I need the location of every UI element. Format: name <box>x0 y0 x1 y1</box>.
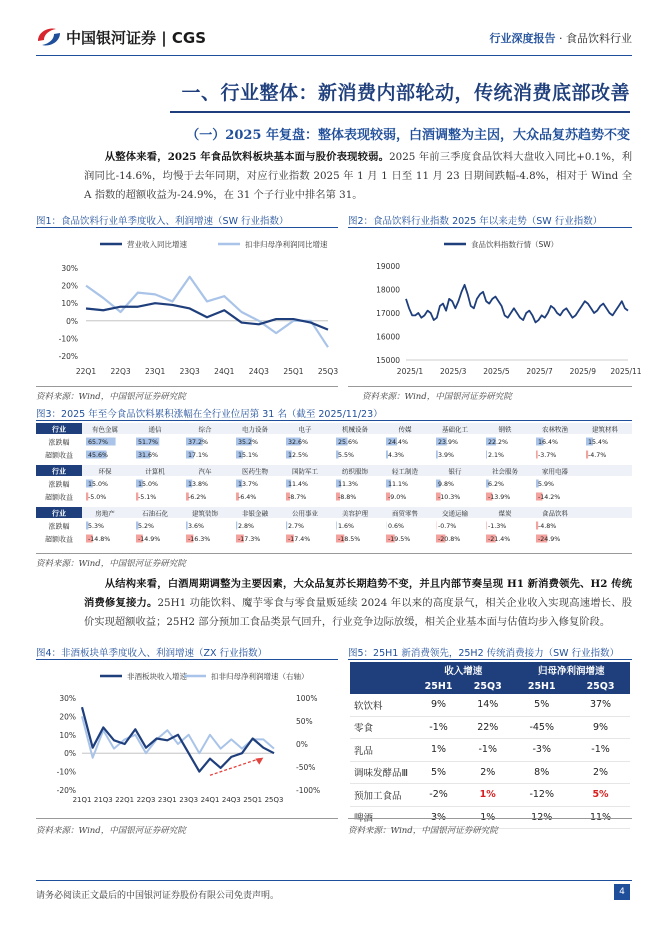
industry-name: 煤炭 <box>498 509 512 518</box>
industry-name: 环保 <box>98 467 112 476</box>
table-cell: -1% <box>571 739 630 762</box>
industry-name: 食品饮料 <box>542 509 568 518</box>
table-cell: 1% <box>463 784 512 807</box>
x-tick-label: 25Q3 <box>264 796 284 804</box>
x-tick-label: 22Q1 <box>75 367 97 376</box>
y2-tick-label: 0% <box>296 740 308 749</box>
x-tick-label: 2025/7 <box>526 367 553 376</box>
figure1-title: 图1：食品饮料行业单季度收入、利润增速（SW 行业指数） <box>36 216 289 227</box>
y-tick-label: -20% <box>56 786 76 795</box>
y-tick-label: 30% <box>59 694 76 703</box>
value-label: 3.9% <box>438 452 454 459</box>
x-tick-label: 22Q3 <box>110 367 131 376</box>
table-row-label: 调味发酵品Ⅲ <box>350 761 414 784</box>
value-bar-positive <box>336 522 337 530</box>
value-label: 16.4% <box>538 439 559 446</box>
figure2-source: 资料来源：Wind，中国银河证券研究院 <box>362 392 512 402</box>
table-cell: -1% <box>414 716 463 739</box>
y-tick-label: 10% <box>59 730 76 740</box>
value-label: 12.5% <box>288 452 309 459</box>
table-sub-header: 25H1 <box>414 678 463 694</box>
row-label: 行业 <box>52 467 66 476</box>
row-label: 超额收益 <box>45 535 73 544</box>
industry-name: 非银金融 <box>242 509 268 518</box>
value-label: 5.5% <box>338 452 354 459</box>
industry-name: 综合 <box>198 425 212 434</box>
value-label: 24.4% <box>388 439 409 446</box>
industry-name: 电力设备 <box>242 425 268 434</box>
industry-name: 基础化工 <box>442 425 468 434</box>
figure5-source: 资料来源：Wind，中国银河证券研究院 <box>348 826 498 836</box>
paragraph-structure <box>84 575 632 632</box>
figure3-industry-table <box>36 421 632 551</box>
header-separator: · <box>559 32 563 45</box>
figure4-source: 资料来源：Wind，中国银河证券研究院 <box>36 826 186 836</box>
x-tick-label: 24Q1 <box>200 796 220 804</box>
value-label: 3.6% <box>188 523 204 530</box>
industry-name: 建筑装饰 <box>192 509 218 518</box>
x-tick-label: 23Q3 <box>179 796 199 804</box>
value-label: -24.9% <box>538 536 561 543</box>
industry-name: 传媒 <box>398 425 412 434</box>
value-label: -17.3% <box>238 536 261 543</box>
x-tick-label: 24Q1 <box>214 367 235 376</box>
value-label: -4.7% <box>588 452 607 459</box>
section-title: 一、行业整体：新消费内部轮动，传统消费底部改善 <box>181 82 630 104</box>
industry-name: 机械设备 <box>342 425 368 434</box>
row-label: 涨跌幅 <box>48 480 70 489</box>
legend-profit-label: 扣非归母净利润同比增速 <box>245 240 328 249</box>
table-corner-cell <box>350 662 414 694</box>
value-label: -8.8% <box>338 494 357 501</box>
industry-name: 钢铁 <box>498 425 512 434</box>
x-tick-label: 23Q1 <box>145 367 166 376</box>
figure4-line-chart <box>36 662 338 814</box>
page-header <box>0 0 662 58</box>
x-tick-label: 23Q3 <box>179 367 200 376</box>
value-label: 65.7% <box>88 439 109 446</box>
value-label: -0.7% <box>438 523 457 530</box>
x-tick-label: 21Q1 <box>72 796 92 804</box>
value-label: 5.9% <box>538 481 554 488</box>
figure5-growth-table <box>350 662 630 829</box>
y-tick-label: 17000 <box>376 309 400 318</box>
report-industry: 食品饮料行业 <box>566 32 632 45</box>
value-label: -1.3% <box>488 523 507 530</box>
table-cell: 9% <box>414 694 463 716</box>
value-label: -5.1% <box>138 494 157 501</box>
table-group-header: 收入增速 <box>414 662 512 678</box>
legend-revenue-label: 营业收入同比增速 <box>127 240 187 249</box>
value-label: -6.2% <box>188 494 207 501</box>
table-sub-header: 25Q3 <box>571 678 630 694</box>
cgs-logo-icon <box>36 26 62 48</box>
legend-revenue-label: 非酒板块收入增速 <box>127 672 187 681</box>
y-tick-label: 20% <box>59 712 76 722</box>
value-label: -14.8% <box>88 536 111 543</box>
table-row-label: 零食 <box>350 716 414 739</box>
header-report-category <box>490 30 633 46</box>
figure2-title: 图2：食品饮料行业指数 2025 年以来走势（SW 行业指数） <box>348 216 603 227</box>
table-row-label: 软饮料 <box>350 694 414 716</box>
value-label: -17.4% <box>288 536 311 543</box>
value-label: 2.8% <box>238 523 254 530</box>
value-label: 31.6% <box>138 452 159 459</box>
y-tick-label: 30% <box>61 264 78 273</box>
value-label: 35.2% <box>238 439 259 446</box>
value-label: 4.3% <box>388 452 404 459</box>
table-group-header-row <box>350 662 630 678</box>
y-tick-label: -20% <box>58 352 78 361</box>
industry-name: 纺织服饰 <box>342 467 368 476</box>
y-tick-label: 20% <box>61 281 78 291</box>
value-label: -3.7% <box>538 452 557 459</box>
table-cell: 1% <box>414 739 463 762</box>
x-tick-label: 2025/11 <box>610 367 642 376</box>
x-tick-label: 2025/9 <box>569 367 596 376</box>
figure4-title: 图4：非酒板块单季度收入、利润增速（ZX 行业指数） <box>36 648 268 659</box>
series-line-revenue <box>86 303 328 329</box>
figure1-line-chart <box>36 230 338 380</box>
table-row-label: 乳品 <box>350 739 414 762</box>
header-divider <box>36 55 632 56</box>
y-tick-label: 16000 <box>376 332 400 342</box>
y-tick-label: 0% <box>66 316 78 326</box>
industry-name: 电子 <box>298 425 312 434</box>
industry-name: 国防军工 <box>292 467 318 476</box>
value-label: 5.2% <box>138 523 154 530</box>
legend-profit-label: 扣非归母净利润增速（右轴） <box>211 672 309 681</box>
legend-index-label: 食品饮料指数行情（SW） <box>471 240 559 249</box>
table-row <box>350 716 630 739</box>
industry-name: 商贸零售 <box>392 509 418 518</box>
footer-disclaimer: 请务必阅读正文最后的中国银河证券股份有限公司免责声明。 <box>36 891 280 901</box>
x-tick-label: 24Q3 <box>248 367 269 376</box>
table-cell: 37% <box>571 694 630 716</box>
value-label: 5.3% <box>88 523 104 530</box>
figure2-bottom-rule <box>348 386 632 387</box>
table-cell: 5% <box>571 784 630 807</box>
table-row-label: 预加工食品 <box>350 784 414 807</box>
x-tick-label: 24Q3 <box>221 796 241 804</box>
page-number: 4 <box>614 884 630 900</box>
figure2-line-chart <box>348 230 642 380</box>
figure3-bottom-rule <box>36 553 632 554</box>
value-label: 15.0% <box>138 481 159 488</box>
report-type: 行业深度报告 <box>489 32 556 45</box>
industry-name: 建筑材料 <box>592 425 618 434</box>
x-tick-label: 22Q3 <box>136 796 156 804</box>
value-label: 15.0% <box>88 481 109 488</box>
table-cell: 2% <box>571 761 630 784</box>
figure2-top-rule <box>348 227 632 228</box>
value-label: 2.7% <box>288 523 304 530</box>
sub-section-title: （一）2025 年复盘：整体表现较弱，白酒调整为主因，大众品复苏趋势不变 <box>186 128 630 143</box>
paragraph-overall <box>84 148 632 205</box>
value-label: -4.8% <box>538 523 557 530</box>
y2-tick-label: 100% <box>296 694 318 703</box>
value-label: -10.3% <box>438 494 461 501</box>
x-tick-label: 25Q1 <box>283 367 304 376</box>
table-cell: 14% <box>463 694 512 716</box>
industry-name: 公用事业 <box>292 509 318 518</box>
y-tick-label: 10% <box>61 299 78 309</box>
x-tick-label: 22Q1 <box>115 796 135 804</box>
paragraph-lead: 从整体来看，2025 年食品饮料板块基本面与股价表现较弱。 <box>104 151 390 163</box>
value-bar-negative <box>486 522 487 530</box>
value-label: -16.3% <box>188 536 211 543</box>
paragraph-lead: 从结构来看，白酒周期调整为主要因素，大众品复苏长期趋势不变，并且内部节奏呈现 H1 新消费领先、H2 传统消费修复接力。 <box>84 578 632 609</box>
value-bar-positive <box>486 451 487 459</box>
value-label: 11.1% <box>388 481 409 488</box>
x-tick-label: 2025/1 <box>396 367 424 376</box>
industry-name: 轻工制造 <box>392 467 418 476</box>
y-tick-label: 0% <box>64 749 76 759</box>
industry-name: 医药生物 <box>242 467 268 476</box>
figure1-source: 资料来源：Wind，中国银河证券研究院 <box>36 392 186 402</box>
figure5-top-rule <box>348 659 632 660</box>
value-label: 6.2% <box>488 481 504 488</box>
logo-text: 中国银河证券 | CGS <box>66 29 207 47</box>
figure4-bottom-rule <box>36 818 338 819</box>
y2-tick-label: 50% <box>296 717 313 726</box>
value-label: 25.6% <box>338 439 359 446</box>
value-label: -13.9% <box>488 494 511 501</box>
x-tick-label: 23Q1 <box>157 796 177 804</box>
table-row <box>350 761 630 784</box>
industry-name: 美容护理 <box>342 509 368 518</box>
table-cell: 5% <box>414 761 463 784</box>
x-tick-label: 2025/5 <box>483 367 510 376</box>
value-label: 23.9% <box>438 439 459 446</box>
table-row <box>350 739 630 762</box>
value-label: 0.6% <box>388 523 404 530</box>
value-label: 11.3% <box>338 481 359 488</box>
row-label: 行业 <box>52 425 66 434</box>
table-cell: 5% <box>512 694 571 716</box>
x-tick-label: 2025/3 <box>440 367 467 376</box>
trend-arrow-line <box>210 759 259 776</box>
industry-name: 通信 <box>148 425 162 434</box>
value-label: 15.1% <box>238 452 259 459</box>
industry-name: 有色金属 <box>92 425 118 434</box>
table-cell: -12% <box>512 784 571 807</box>
value-label: 1.6% <box>338 523 354 530</box>
section-title-underline <box>170 111 630 113</box>
value-label: -14.2% <box>538 494 561 501</box>
value-label: 13.8% <box>188 481 209 488</box>
value-label: 45.6% <box>88 452 109 459</box>
figure3-title: 图3：2025 年至今食品饮料累积涨幅在全行业位居第 31 名（截至 2025/11/23） <box>36 409 383 420</box>
row-label: 涨跌幅 <box>48 438 70 447</box>
table-cell: 9% <box>571 716 630 739</box>
value-label: -18.5% <box>338 536 361 543</box>
table-group-header: 归母净利润增速 <box>512 662 630 678</box>
value-label: -14.9% <box>138 536 161 543</box>
trend-arrow-head <box>255 758 263 765</box>
value-label: -6.4% <box>238 494 257 501</box>
y-tick-label: 15000 <box>376 356 400 365</box>
row-label: 超额收益 <box>45 451 73 460</box>
value-label: 11.4% <box>288 481 309 488</box>
industry-name: 交通运输 <box>442 509 468 518</box>
value-label: 2.1% <box>488 452 504 459</box>
y2-tick-label: -50% <box>296 763 316 772</box>
y-tick-label: 19000 <box>376 262 400 271</box>
y2-tick-label: -100% <box>296 786 321 795</box>
figure4-top-rule <box>36 659 338 660</box>
industry-name: 汽车 <box>198 467 212 476</box>
footer-divider <box>36 880 632 881</box>
table-cell: -45% <box>512 716 571 739</box>
x-tick-label: 21Q3 <box>93 796 113 804</box>
value-label: 9.8% <box>438 481 454 488</box>
table-cell: 22% <box>463 716 512 739</box>
industry-name: 社会服务 <box>492 467 518 476</box>
value-label: -8.7% <box>288 494 307 501</box>
value-label: 13.7% <box>238 481 259 488</box>
x-tick-label: 25Q3 <box>317 367 339 376</box>
value-label: -21.4% <box>488 536 511 543</box>
table-cell: -2% <box>414 784 463 807</box>
paragraph-body: 25H1 功能饮料、魔芋零食与零食量贩延续 2024 年以来的高度景气，相关企业收入实现高速增长、股价实现超额收益；25H2 部分预加工食品类景气回升，行业竞争边际放缓，相关企业基本面与估值均步入修复阶段。 <box>84 597 633 628</box>
table-sub-header: 25Q3 <box>463 678 512 694</box>
value-label: 17.1% <box>188 452 209 459</box>
table-sub-header: 25H1 <box>512 678 571 694</box>
figure1-bottom-rule <box>36 386 338 387</box>
figure5-title: 图5：25H1 新消费领先，25H2 传统消费接力（SW 行业指数） <box>348 648 620 659</box>
y-tick-label: -10% <box>58 334 78 344</box>
paragraph-body: 2025 年前三季度食品饮料大盘收入同比+0.1%，利润同比-14.6%，均慢于去年同期，对应行业指数 2025 年 1 月 1 日至 11 月 23 日期间跌幅-4.8%，相对于 Wind 全 A 指数的超额收益为-24.9%，在 31 个子行业中排名第 31。 <box>84 151 633 201</box>
value-label: 32.6% <box>288 439 309 446</box>
table-cell: 8% <box>512 761 571 784</box>
industry-name: 家用电器 <box>542 467 568 476</box>
row-label: 行业 <box>52 509 66 518</box>
value-label: -9.0% <box>388 494 407 501</box>
y-tick-label: -10% <box>56 767 76 777</box>
value-label: -5.0% <box>88 494 107 501</box>
value-label: 22.2% <box>488 439 509 446</box>
value-label: 51.7% <box>138 439 159 446</box>
row-label: 涨跌幅 <box>48 522 70 531</box>
figure5-bottom-rule <box>348 818 632 819</box>
table-body <box>350 694 630 829</box>
row-label: 超额收益 <box>45 493 73 502</box>
series-line-revenue <box>82 707 274 771</box>
value-label: -20.8% <box>438 536 461 543</box>
y-tick-label: 18000 <box>376 285 400 295</box>
figure3-source: 资料来源：Wind，中国银河证券研究院 <box>36 559 186 569</box>
table-row <box>350 784 630 807</box>
series-line-index <box>406 285 628 323</box>
industry-name: 房地产 <box>95 509 115 518</box>
industry-name: 农林牧渔 <box>542 425 568 434</box>
table-cell: -3% <box>512 739 571 762</box>
series-line-profit <box>86 277 328 347</box>
value-label: -19.5% <box>388 536 411 543</box>
industry-name: 计算机 <box>145 467 165 476</box>
x-tick-label: 25Q1 <box>243 796 263 804</box>
figure1-top-rule <box>36 227 338 228</box>
table-cell: -1% <box>463 739 512 762</box>
value-label: 15.4% <box>588 439 609 446</box>
industry-name: 石油石化 <box>142 509 168 518</box>
industry-name: 银行 <box>448 467 462 476</box>
value-label: 37.2% <box>188 439 209 446</box>
table-cell: 2% <box>463 761 512 784</box>
table-row <box>350 694 630 716</box>
